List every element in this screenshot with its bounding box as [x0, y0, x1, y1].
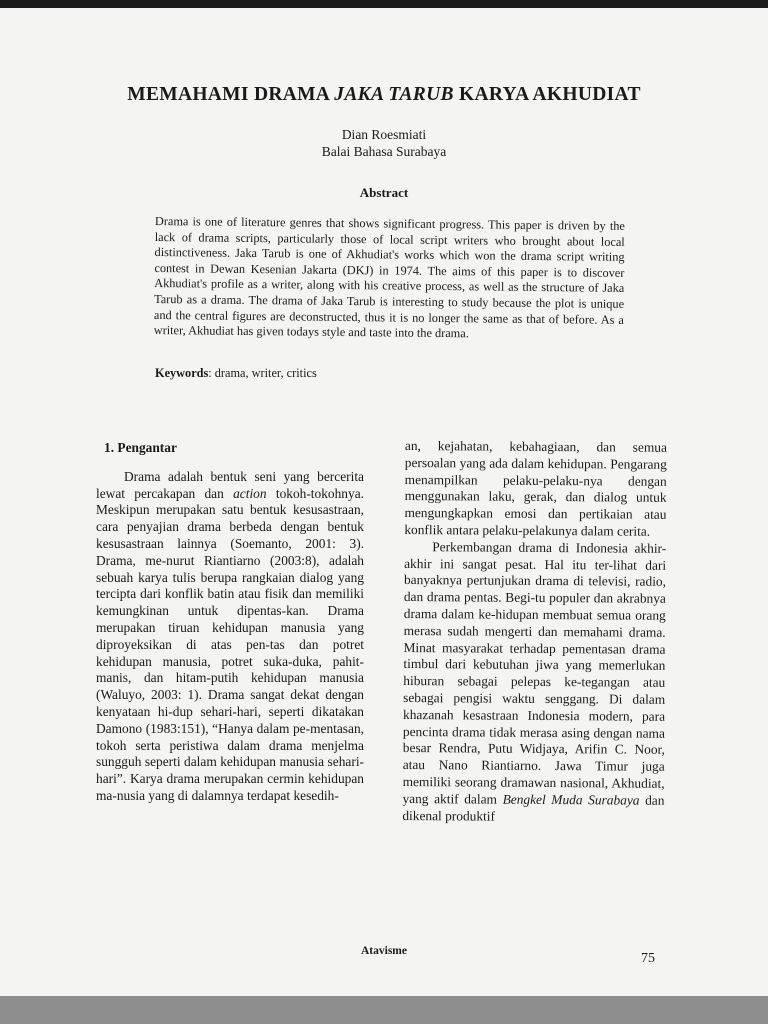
paragraph-1-a: Drama adalah bentuk seni yang bercerita lewat percakapan dan: [96, 468, 364, 501]
title-part-2: KARYA AKHUDIAT: [453, 84, 641, 105]
title-italic: JAKA TARUB: [334, 84, 454, 105]
scan-bottom-edge: [0, 996, 768, 1024]
keywords-label: Keywords: [155, 366, 209, 380]
abstract-heading: Abstract: [359, 185, 409, 200]
author-affiliation: Balai Bahasa Surabaya: [321, 144, 447, 159]
section-heading: 1. Pengantar: [104, 440, 177, 455]
paragraph-continued: an, kejahatan, kebahagiaan, dan semua persoalan yang ada dalam kehidupan. Pengarang menampilkan pelaku-pelaku-nya dengan menggunakan laku, gerak, dan dialog untuk mengungkapkan emosi dan pertikaian atau konflik antara pelaku-pelakunya dalam cerita.: [404, 438, 667, 539]
left-column: [96, 440, 364, 805]
author-block: [0, 126, 768, 160]
paragraph-2-b: dan dikenal produktif: [402, 792, 665, 824]
right-column: [402, 438, 667, 826]
paragraph-2-a: Perkembangan drama di Indonesia akhir-akhir ini sangat pesat. Hal itu ter-lihat dari banyaknya pertunjukan drama di televisi, radio, dan drama pentas. Begi-tu populer dan akrabnya drama dalam ke-hidupan membuat semua orang merasa sudah mengerti dan memahami drama. Minat masyarakat terhadap pementasan drama timbul dari kebutuhan jiwa yang memerlukan hiburan sebagai pelepas ke-tegangan atau sebagai pengisi waktu senggang. Di dalam khazanah kesastraan Indonesia modern, para pencinta drama tidak merasa asing dengan nama besar Rendra, Putu Widjaya, Arifin C. Noor, atau Nano Riantiarno. Jawa Timur juga memiliki seorang dramawan nasional, Akhudiat, yang aktif dalam: [402, 538, 667, 807]
keywords-values: : drama, writer, critics: [208, 366, 317, 380]
paper-title: [0, 84, 768, 106]
scan-top-edge: [0, 0, 768, 8]
paragraph-1-b: tokoh-tokohnya. Meskipun merupakan satu bentuk kesusastraan, cara penyajian drama berbeda dengan bentuk kesusastraan lainnya (Soemanto, 2001: 3). Drama, me-nurut Riantiarno (2003:8), adalah sebuah karya tulis berupa rangkaian dialog yang tercipta dari konflik batin atau fisik dan memiliki kemungkinan untuk dipentas-kan. Drama merupakan tiruan kehidupan manusia yang diproyeksikan di atas pen-tas dan potret kehidupan manusia, potret suka-duka, pahit-manis, dan hitam-putih kehidupan manusia (Waluyo, 2003: 1). Drama sangat dekat dengan kenyataan hi-dup sehari-hari, seperti dikatakan Damono (1983:151), “Hanya dalam pe-mentasan, tokoh serta peristiwa dalam drama menjelma sungguh seperti dalam kehidupan manusia sehari-hari”. Karya drama merupakan cermin kehidupan ma-nusia yang di dalamnya terdapat kesedih-: [96, 485, 364, 803]
paragraph-2-italic: Bengkel Muda Surabaya: [502, 791, 640, 808]
abstract-text: Drama is one of literature genres that shows significant progress. This paper is driven by the lack of drama scripts, particularly those of local script writers who brought about local distinctiveness. Jaka Tarub is one of Akhudiat's works which won the drama script writing contest in Dewan Kesenian Jakarta (DKJ) in 1974. The aims of this paper is to discover Akhudiat's profile as a writer, along with his creative process, as well as the structure of Jaka Tarub as a drama. The drama of Jaka Tarub is interesting to study because the plot is unique and the central figures are deconstructed, thus it is no longer the same as that of before. As a writer, Akhudiat has given todays style and taste into the drama.: [153, 214, 625, 341]
keywords: [155, 366, 317, 381]
title-part-1: MEMAHAMI DRAMA: [127, 84, 335, 105]
author-name: Dian Roesmiati: [341, 127, 427, 142]
journal-page: [0, 8, 768, 996]
journal-name: Atavisme: [361, 945, 407, 957]
paragraph-1-italic: action: [233, 485, 267, 501]
paragraph-1: [96, 469, 364, 805]
page-number: 75: [641, 951, 655, 966]
paragraph-2: [402, 539, 666, 826]
